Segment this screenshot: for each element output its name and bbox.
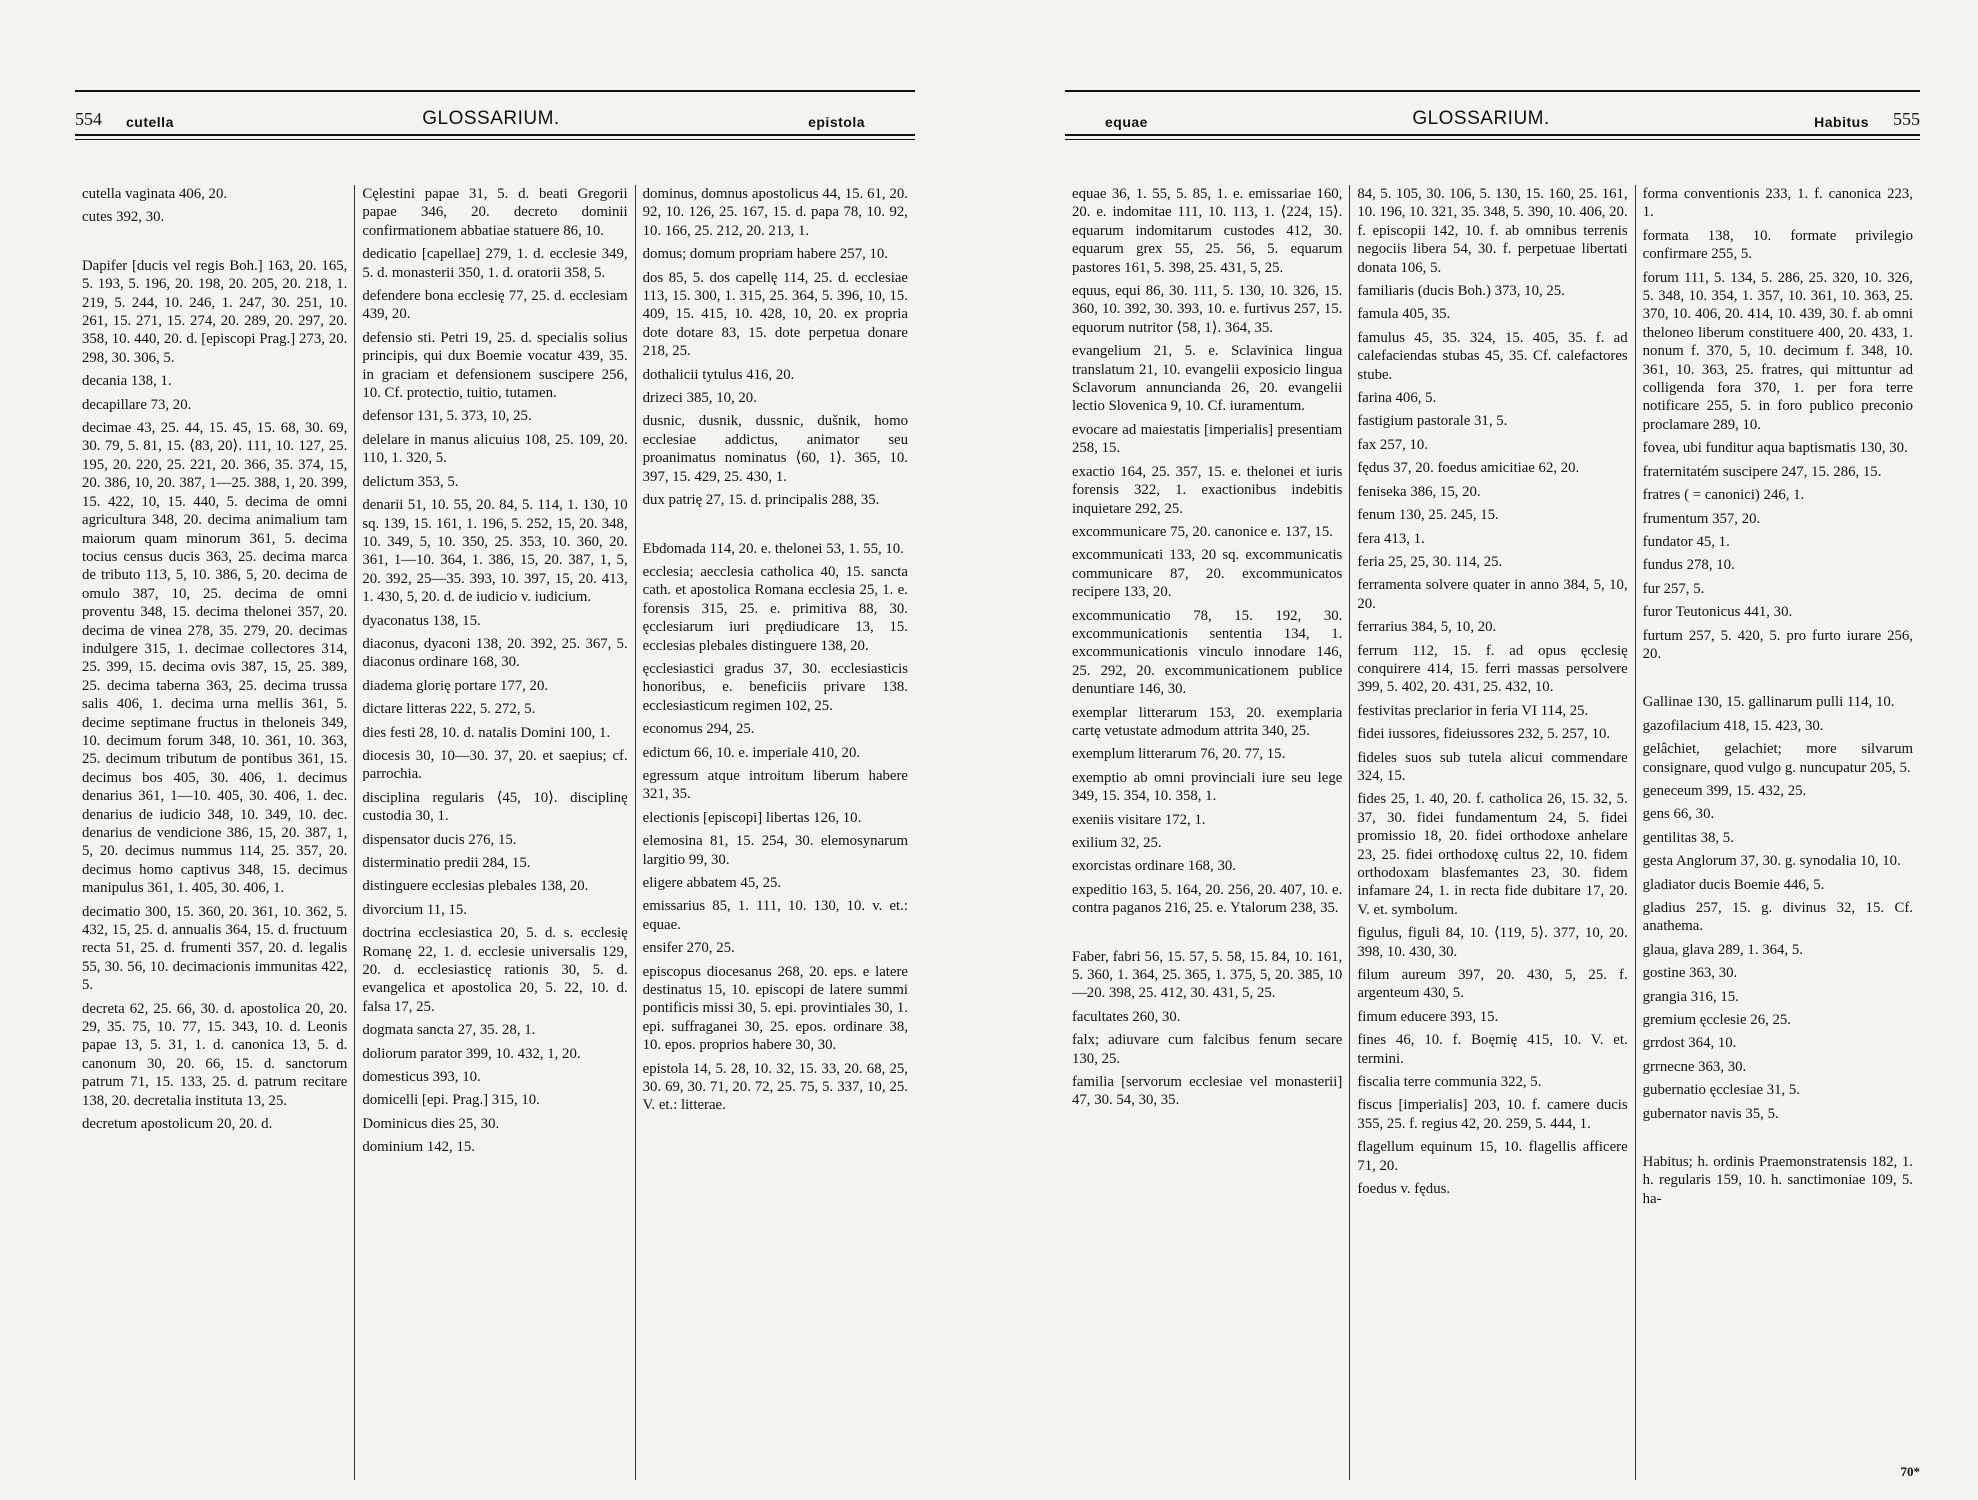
glossary-entry: divorcium 11, 15. xyxy=(362,901,467,918)
glossary-entry: egressum atque introitum liberum habere 321, 35. xyxy=(642,767,908,803)
glossary-entry: dominium 142, 15. xyxy=(362,1139,475,1156)
glossary-entry: fastigium pastorale 31, 5. xyxy=(1357,413,1508,430)
glossary-entry: ęcclesiastici gradus 37, 30. ecclesiasticis honoribus, e. beneficiis privare 138. ecclesiasticum regimen 102, 25. xyxy=(642,660,908,714)
glossary-entry: fidei iussores, fideiussores 232, 5. 257, 10. xyxy=(1357,726,1611,743)
glossary-entry: doliorum parator 399, 10. 432, 1, 20. xyxy=(362,1045,581,1062)
glossary-entry: fraternitatém suscipere 247, 15. 286, 15. xyxy=(1642,463,1882,480)
glossary-entry: ferrum 112, 15. f. ad opus ęcclesię conquirere 414, 15. ferri massas persolvere 399, 5. 402, 20. 431, 25. 432, 10. xyxy=(1357,642,1628,696)
glossary-entry: dusnic, dusnik, dussnic, dušnik, homo ecclesiae addictus, animator seu proanimatus nominatus ⟨60, 1⟩. 365, 10. 397, 15. 429, 25. 430, 1. xyxy=(642,413,908,485)
glossary-entry: cutes 392, 30. xyxy=(82,209,165,226)
glossary-entry: diadema glorię portare 177, 20. xyxy=(362,677,549,694)
glossary-entry: Dapifer [ducis vel regis Boh.] 163, 20. 165, 5. 193, 5. 196, 20. 198, 20. 205, 20. 218, 1. 219, 5. 244, 10. 246, 1. 247, 30. 251, 10. 261, 15. 271, 15. 274, 20. 289, 20. 297, 20. 358, 10. 440, 20. d. [episcopi Prag.] 273, 20. 298, 30. 306, 5. xyxy=(82,257,348,366)
glossary-entry: fimum educere 393, 15. xyxy=(1357,1008,1499,1025)
glossary-entry: ecclesia; aecclesia catholica 40, 15. sancta cath. et apostolica Romana ecclesia 25, 1. e. forensis 315, 25. e. primitiva 88, 30. ęcclesiarum iuri prędiudicare 13, 15. ecclesias plebales distinguere 138, 20. xyxy=(642,563,908,654)
glossary-entry: ferramenta solvere quater in anno 384, 5, 10, 20. xyxy=(1357,577,1628,612)
glossary-entry: falx; adiuvare cum falcibus fenum secare 130, 25. xyxy=(1072,1032,1343,1067)
glossary-entry: gentilitas 38, 5. xyxy=(1642,829,1734,846)
glossary-entry: epistola 14, 5. 28, 10. 32, 15. 33, 20. 68, 25, 30. 69, 30. 71, 20. 72, 25. 75, 5. 337, 10, 25. V. et.: litterae. xyxy=(642,1060,908,1114)
glossary-entry: diocesis 30, 10—30. 37, 20. et saepius; cf. parrochia. xyxy=(362,747,628,783)
glossary-entry: domesticus 393, 10. xyxy=(362,1069,481,1086)
glossary-entry: equae 36, 1. 55, 5. 85, 1. e. emissariae 160, 20. e. indomitae 111, 10. 113, 1. ⟨224, 15⟩. equarum indomitarum custodes 412, 30. equarum grex 55, 25. 56, 5. equarum pastores 161, 5. 398, 25. 431, 5, 25. xyxy=(1072,186,1343,276)
glossary-entry: delelare in manus alicuius 108, 25. 109, 20. 110, 1. 320, 5. xyxy=(362,431,628,467)
right-page xyxy=(1065,90,1920,1480)
glossary-entry: fax 257, 10. xyxy=(1357,436,1429,453)
glossary-entry: Faber, fabri 56, 15. 57, 5. 58, 15. 84, 10. 161, 5. 360, 1. 364, 25. 365, 1. 375, 5, 20. 385, 10—20. 398, 25. 412, 30. 431, 5, 25. xyxy=(1072,948,1343,1002)
glossary-entry: familia [servorum ecclesiae vel monasterii] 47, 30. 54, 30, 35. xyxy=(1072,1074,1343,1109)
left-guide-word-last: epistola xyxy=(808,114,865,130)
glossary-entry: fratres ( = canonici) 246, 1. xyxy=(1642,487,1805,504)
glossary-entry: exeniis visitare 172, 1. xyxy=(1072,811,1206,828)
glossary-entry: filum aureum 397, 20. 430, 5, 25. f. argenteum 430, 5. xyxy=(1357,967,1628,1002)
glossary-entry: forum 111, 5. 134, 5. 286, 25. 320, 10. 326, 5. 348, 10. 354, 1. 357, 10. 361, 10. 363, 25. 370, 10. 406, 20. 414, 10. 439, 30. f. ab omni theloneo liberum constituere 400, 20. 433, 1. nonum f. 370, 5, 10. decimum f. 348, 10. 361, 10. 363, 25. fratres, qui mittuntur ad colligenda fora 370, 1. per fora terre notificare 255, 5. in foro publico preconio proclamare 289, 10. xyxy=(1642,269,1913,433)
glossary-entry: fundus 278, 10. xyxy=(1642,557,1735,574)
glossary-entry: fenum 130, 25. 245, 15. xyxy=(1357,507,1499,524)
glossary-entry: famula 405, 35. xyxy=(1357,306,1451,323)
left-page-title: GLOSSARIUM. xyxy=(422,108,560,129)
glossary-entry: gladius 257, 15. g. divinus 32, 15. Cf. anathema. xyxy=(1642,900,1913,935)
glossary-entry: decimae 43, 25. 44, 15. 45, 15. 68, 30. 69, 30. 79, 5. 81, 15. ⟨83, 20⟩. 111, 10. 127, 25. 195, 20. 220, 25. 221, 20. 366, 35. 374, 15, 20. 386, 10, 20. 387, 1—25. 388, 1, 20. 399, 15. 422, 10, 15. 440, 5. decima de omni agricultura 348, 20. decima animalium tam maiorum quam minorum 361, 5. decima tocius census ducis 363, 25. decima marca de tributo 113, 5, 10. 386, 5, 20. decima de omulo 387, 10, 25. decima de omni proventu 348, 15. decima thelonei 357, 20. decima de vinea 278, 35. 279, 20. decimas indulgere 315, 1. decimae collectores 314, 25. 399, 15. decima ovis 387, 15, 25. 389, 25. decima taberna 363, 25. decima trussa salis 406, 1. decima urna mellis 361, 5. decime septimane fructus in theloneis 349, 10. decimum forum 348, 10. 361, 10. 363, 25. decimum tributum de pontibus 361, 15. decimus bos 405, 30. 406, 1. decimus denarius 361, 1—10. 405, 30. 406, 1. dec. denarius de iudicio 348, 10. 349, 10. dec. denarius de vendicione 386, 15, 20. 387, 1, 5, 20. decimus nummus 114, 25. 357, 20. decimus homo captivus 348, 15. decimus manipulus 361, 1. 405, 30. 406, 1. xyxy=(82,420,348,897)
glossary-entry: forma conventionis 233, 1. f. canonica 223, 1. xyxy=(1642,186,1913,221)
left-page-number: 554 xyxy=(75,109,102,129)
glossary-entry: electionis [episcopi] libertas 126, 10. xyxy=(642,809,862,826)
glossary-entry: decreta 62, 25. 66, 30. d. apostolica 20, 20. 29, 35. 75, 10. 77, 15. 343, 10. d. Leonis papae 13, 5. 31, 1. d. canonica 13, 5. d. canonum 30, 20. 66, 15. d. sanctorum patrum 71, 15. 133, 25. d. patrum recitare 138, 20. decretalia instituta 13, 25. xyxy=(82,1000,348,1109)
glossary-entry: disciplina regularis ⟨45, 10⟩. disciplinę custodia 30, 1. xyxy=(362,789,628,825)
glossary-entry: eligere abbatem 45, 25. xyxy=(642,875,782,891)
glossary-entry: fiscus [imperialis] 203, 10. f. camere ducis 355, 25. f. regius 42, 20. 259, 5. 444, 1. xyxy=(1357,1097,1628,1132)
glossary-entry: gazofilacium 418, 15. 423, 30. xyxy=(1642,717,1824,734)
glossary-entry: farina 406, 5. xyxy=(1357,390,1437,407)
glossary-entry: denarii 51, 10. 55, 20. 84, 5. 114, 1. 130, 10 sq. 139, 15. 161, 1. 196, 5. 252, 15, 20. 348, 10. 349, 5, 10. 350, 25. 353, 10. 360, 20. 361, 1—10. 364, 1. 386, 15, 20. 387, 1, 5, 20. 392, 25—35. 393, 10. 397, 15, 20. 413, 1. 430, 5, 20. d. de iudicio v. iudicium. xyxy=(362,497,628,606)
glossary-entry: emissarius 85, 1. 111, 10. 130, 10. v. et.: equae. xyxy=(642,898,908,933)
glossary-entry: feniseka 386, 15, 20. xyxy=(1357,483,1481,500)
glossary-entry: dogmata sancta 27, 35. 28, 1. xyxy=(362,1022,536,1039)
glossary-entry: glaua, glava 289, 1. 364, 5. xyxy=(1642,941,1803,958)
glossary-entry: defensio sti. Petri 19, 25. d. specialis solius principis, qui dux Boemie vocatur 439, 35. in graciam et defensionem suscipere 256, 10. Cf. protectio, tuitio, tutamen. xyxy=(362,329,628,402)
glossary-entry: fera 413, 1. xyxy=(1357,530,1425,547)
glossary-entry: fideles suos sub tutela alicui commendare 324, 15. xyxy=(1357,749,1628,784)
glossary-entry: formata 138, 10. formate privilegio confirmare 255, 5. xyxy=(1642,227,1913,263)
glossary-entry: excommunicare 75, 20. canonice e. 137, 15. xyxy=(1072,523,1333,540)
left-guide-word-first: cutella xyxy=(126,114,174,130)
signature-mark: 70* xyxy=(1900,1464,1920,1479)
glossary-entry: gens 66, 30. xyxy=(1642,806,1715,823)
glossary-entry: elemosina 81, 15. 254, 30. elemosynarum largitio 99, 30. xyxy=(642,833,908,868)
glossary-entry: gremium ęcclesie 26, 25. xyxy=(1642,1012,1791,1029)
glossary-entry: decania 138, 1. xyxy=(82,373,172,390)
glossary-entry: fides 25, 1. 40, 20. f. catholica 26, 15. 32, 5. 37, 30. fidei fundamentum 24, 5. fidei promissio 18, 20. fidei orthodoxe anhelare 23, 25. fidei orthodoxę cultus 22, 10. fidem orthodoxam blasfemantes 23, 30. fidem infamare 24, 1. in recta fide dubitare 17, 20. V. et. symbolum. xyxy=(1357,791,1628,918)
glossary-entry: excommunicatio 78, 15. 192, 30. excommunicationis sententia 134, 1. excommunicationis vinculo innodare 146, 25. 292, 20. excommunicationem publice denuntiare 146, 30. xyxy=(1072,607,1343,698)
glossary-entry: decimatio 300, 15. 360, 20. 361, 10. 362, 5. 432, 15, 25. d. annualis 364, 15. d. fructuum recta 51, 25. d. frumenti 357, 20. d. legalis 55, 30. 56, 10. decimacionis immunitas 422, 5. xyxy=(82,903,348,994)
glossary-entry: Gallinae 130, 15. gallinarum pulli 114, 10. xyxy=(1642,694,1895,711)
glossary-entry: fiscalia terre communia 322, 5. xyxy=(1357,1074,1542,1091)
glossary-entry: episcopus diocesanus 268, 20. eps. e latere destinatus 15, 10. episcopi de latere summi pontificis missi 30, 5. epi. provintiales 30, 1. epi. suffraganei 30, 25. epos. ordinare 38, 10. epos. proprios habere 30, 30. xyxy=(642,963,908,1054)
glossary-entry: figulus, figuli 84, 10. ⟨119, 5⟩. 377, 10, 20. 398, 10. 430, 30. xyxy=(1357,925,1628,960)
glossary-entry: dothalicii tytulus 416, 20. xyxy=(642,366,795,383)
right-guide-word-last: Habitus xyxy=(1814,114,1869,130)
glossary-entry: exactio 164, 25. 357, 15. e. thelonei et iuris forensis 322, 1. exactionibus indebitis inquietare 292, 25. xyxy=(1072,463,1343,517)
glossary-entry: famulus 45, 35. 324, 15. 405, 35. f. ad calefaciendas stubas 45, 35. Cf. calefactores stube. xyxy=(1357,329,1628,383)
glossary-entry: dictare litteras 222, 5. 272, 5. xyxy=(362,701,536,718)
glossary-entry: geneceum 399, 15. 432, 25. xyxy=(1642,782,1807,799)
glossary-entry: dos 85, 5. dos capellę 114, 25. d. ecclesiae 113, 15. 300, 1. 315, 25. 364, 5. 396, 10, 15. 409, 15. 415, 10. 428, 10, 20. ex propria dote dotare 83, 15. dote perpetua donare 218, 25. xyxy=(642,269,908,360)
glossary-entry: Habitus; h. ordinis Praemonstratensis 182, 1. h. regularis 159, 10. h. sanctimoniae 109, 5. ha- xyxy=(1642,1154,1913,1207)
glossary-entry: festivitas preclarior in feria VI 114, 25. xyxy=(1357,702,1589,719)
glossary-entry: exemplar litterarum 153, 20. exemplaria cartę vetustate admodum attrita 340, 25. xyxy=(1072,704,1343,739)
glossary-entry: gesta Anglorum 37, 30. g. synodalia 10, 10. xyxy=(1642,853,1901,870)
glossary-entry: gubernator navis 35, 5. xyxy=(1642,1105,1779,1122)
left-column-3 xyxy=(635,185,915,1480)
right-guide-word-first: equae xyxy=(1105,114,1148,130)
glossary-entry: frumentum 357, 20. xyxy=(1642,510,1761,527)
glossary-entry: evocare ad maiestatis [imperialis] presentiam 258, 15. xyxy=(1072,421,1343,457)
glossary-entry: ferrarius 384, 5, 10, 20. xyxy=(1357,619,1497,636)
glossary-entry: grangia 316, 15. xyxy=(1642,988,1739,1005)
glossary-entry: doctrina ecclesiastica 20, 5. d. s. ecclesię Romanę 22, 1. d. ecclesie universalis 129, 20. d. ecclesiasticę rationis 30, 5. d. evangelica et apostolica 20, 5. 22, 10. d. falsa 17, 25. xyxy=(362,925,628,1015)
glossary-entry: Ebdomada 114, 20. e. thelonei 53, 1. 55, 10. xyxy=(642,540,904,557)
glossary-entry: exorcistas ordinare 168, 30. xyxy=(1072,858,1236,875)
glossary-entry: gubernatio ęcclesiae 31, 5. xyxy=(1642,1082,1801,1099)
right-page-title: GLOSSARIUM. xyxy=(1412,108,1550,129)
glossary-entry: cutella vaginata 406, 20. xyxy=(82,186,228,202)
glossary-entry: exemptio ab omni provinciali iure seu lege 349, 15. 354, 10. 358, 1. xyxy=(1072,769,1343,805)
glossary-entry: defensor 131, 5. 373, 10, 25. xyxy=(362,408,532,425)
right-column-1 xyxy=(1065,185,1349,1480)
right-column-2 xyxy=(1349,185,1634,1480)
glossary-entry: grrdost 364, 10. xyxy=(1642,1035,1737,1052)
glossary-entry: decretum apostolicum 20, 20. d. xyxy=(82,1116,273,1133)
glossary-entry: edictum 66, 10. e. imperiale 410, 20. xyxy=(642,744,861,761)
glossary-entry: Dominicus dies 25, 30. xyxy=(362,1115,500,1132)
glossary-entry: Cęlestini papae 31, 5. d. beati Gregorii papae 346, 20. decreto dominii confirmationem abbatiae statuere 86, 10. xyxy=(362,186,628,239)
glossary-entry: fines 46, 10. f. Boęmię 415, 10. V. et. termini. xyxy=(1357,1032,1628,1067)
left-running-header xyxy=(75,90,915,130)
left-page xyxy=(75,90,915,1480)
glossary-entry: equus, equi 86, 30. 111, 5. 130, 10. 326, 15. 360, 10. 392, 30. 393, 10. e. furtivus 257, 15. equorum nutritor ⟨58, 1⟩. 364, 35. xyxy=(1072,283,1343,336)
glossary-entry: exemplum litterarum 76, 20. 77, 15. xyxy=(1072,746,1286,763)
glossary-entry: gostine 363, 30. xyxy=(1642,965,1738,982)
glossary-entry: evangelium 21, 5. e. Sclavinica lingua translatum 21, 10. evangelii exposicio lingua Sclavorum annunciandа 26, 20. evangelii lectio Slovenica 9, 10. Cf. iuramentum. xyxy=(1072,343,1343,415)
glossary-entry: furor Teutonicus 441, 30. xyxy=(1642,604,1793,621)
glossary-entry: ensifer 270, 25. xyxy=(642,940,735,957)
glossary-entry: decapillare 73, 20. xyxy=(82,396,192,413)
glossary-entry: 84, 5. 105, 30. 106, 5. 130, 15. 160, 25. 161, 10. 196, 10. 321, 35. 348, 5. 390, 10. 406, 20. f. episcopii 142, 10. f. ab omnibus terrenis negociis libera 54, 30. f. perpetuae libertati donata 106, 5. xyxy=(1357,186,1628,276)
glossary-entry: dedicatio [capellae] 279, 1. d. ecclesie 349, 5. d. monasterii 350, 1. d. oratorii 358, 5. xyxy=(362,246,628,281)
glossary-entry: defendere bona ecclesię 77, 25. d. ecclesiam 439, 20. xyxy=(362,288,628,323)
glossary-entry: delictum 353, 5. xyxy=(362,473,459,490)
glossary-entry: domicelli [epi. Prag.] 315, 10. xyxy=(362,1092,540,1109)
glossary-entry: familiaris (ducis Boh.) 373, 10, 25. xyxy=(1357,283,1565,300)
glossary-entry: domus; domum propriam habere 257, 10. xyxy=(642,246,888,263)
right-page-number: 555 xyxy=(1892,109,1920,129)
glossary-entry: facultates 260, 30. xyxy=(1072,1008,1181,1025)
right-running-header xyxy=(1065,90,1920,130)
glossary-entry: dominus, domnus apostolicus 44, 15. 61, 20. 92, 10. 126, 25. 167, 15. d. papa 78, 10. 92, 10. 166, 25. 212, 20. 213, 1. xyxy=(642,186,908,239)
glossary-entry: expeditio 163, 5. 164, 20. 256, 20. 407, 10. e. contra paganos 216, 25. e. Ytalorum 238, 35. xyxy=(1072,881,1343,917)
glossary-entry: furtum 257, 5. 420, 5. pro furto iurare 256, 20. xyxy=(1642,627,1913,662)
glossary-entry: dux patrię 27, 15. d. principalis 288, 35. xyxy=(642,492,880,509)
glossary-entry: gladiator ducis Boemie 446, 5. xyxy=(1642,876,1825,893)
glossary-entry: drizeci 385, 10, 20. xyxy=(642,390,757,407)
glossary-entry: dyaconatus 138, 15. xyxy=(362,612,481,629)
glossary-entry: fędus 37, 20. foedus amicitiae 62, 20. xyxy=(1357,460,1580,477)
glossary-entry: flagellum equinum 15, 10. flagellis afficere 71, 20. xyxy=(1357,1139,1628,1174)
glossary-entry: fur 257, 5. xyxy=(1642,580,1705,597)
glossary-entry: gelâchiet, gelachiet; more silvarum consignare, quod vulgo g. nuncupatur 205, 5. xyxy=(1642,741,1913,776)
glossary-entry: grrnecne 363, 30. xyxy=(1642,1058,1747,1075)
glossary-entry: dispensator ducis 276, 15. xyxy=(362,831,517,848)
glossary-entry: disterminatio predii 284, 15. xyxy=(362,855,531,871)
glossary-entry: diaconus, dyaconi 138, 20. 392, 25. 367, 5. diaconus ordinare 168, 30. xyxy=(362,635,628,671)
glossary-entry: dies festi 28, 10. d. natalis Domini 100, 1. xyxy=(362,724,611,741)
right-column-3 xyxy=(1635,185,1920,1480)
glossary-entry: fundator 45, 1. xyxy=(1642,533,1730,550)
glossary-entry: foedus v. fędus. xyxy=(1357,1181,1451,1198)
glossary-entry: feria 25, 25, 30. 114, 25. xyxy=(1357,553,1503,570)
left-column-1 xyxy=(75,185,354,1480)
glossary-entry: distinguere ecclesias plebales 138, 20. xyxy=(362,878,589,895)
glossary-entry: fovea, ubi funditur aqua baptismatis 130, 30. xyxy=(1642,440,1908,457)
left-column-2 xyxy=(354,185,634,1480)
glossary-entry: excommunicati 133, 20 sq. excommunicatis communicare 87, 20. excommunicatos recipere 133, 20. xyxy=(1072,547,1343,601)
glossary-entry: exilium 32, 25. xyxy=(1072,835,1162,851)
glossary-entry: economus 294, 25. xyxy=(642,721,755,738)
